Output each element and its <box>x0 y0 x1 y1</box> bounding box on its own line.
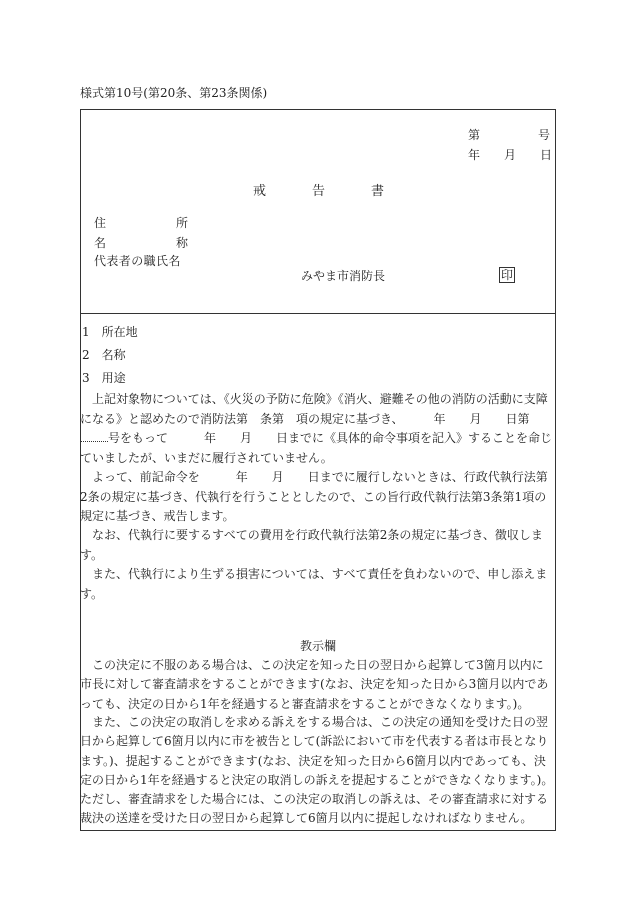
form-number: 様式第10号(第20条、第23条関係) <box>80 86 268 100</box>
item-use-label: 用途 <box>101 371 126 385</box>
title-char-1: 戒 <box>253 184 267 199</box>
order-number-blank <box>80 429 108 442</box>
body-paragraph-3: なお、代執行に要するすべての費用を行政代執行法第2条の規定に基づき、徴収します。 <box>80 528 543 562</box>
address-label-char-1: 住 <box>94 216 107 230</box>
date-month-label: 月 <box>504 148 517 162</box>
date-year-label: 年 <box>468 148 481 162</box>
date-day-label: 日 <box>540 148 553 162</box>
seal-mark: 印 <box>501 268 514 282</box>
title-char-2: 告 <box>312 184 326 199</box>
body-paragraph-1-text: 上記対象物については、《火災の予防に危険》《消火、避難その他の消防の活動に支障になる》と認めたので消防法第 条第 項の規定に基づき、 年 月 日第 <box>80 392 548 426</box>
item-name-label: 名称 <box>101 348 126 362</box>
item-location-num: 1 <box>82 325 90 339</box>
body-paragraph-4: また、代執行により生ずる損害については、すべて責任を負わないので、申し添えます。 <box>80 567 548 601</box>
item-name-num: 2 <box>82 348 90 362</box>
name-label <box>94 234 188 251</box>
representative-label: 代表者の職氏名 <box>94 254 181 268</box>
body-paragraph-1 <box>80 390 554 468</box>
number-label-dai: 第 <box>468 128 481 142</box>
body-paragraph-1b-text: 号をもって 年 月 日までに《具体的命令事項を記入》することを命じていましたが、いまだに履行されていません。 <box>80 431 553 465</box>
section-divider <box>80 313 556 314</box>
notice-paragraph-1: この決定に不服のある場合は、この決定を知った日の翌日から起算して3箇月以内に市長に対して審査請求をすることができます(なお、決定を知った日から3箇月以内であっても、決定の日から1年を経過すると審査請求をすることができなくなります。)。 <box>80 658 549 711</box>
address-label-char-2: 所 <box>175 216 188 230</box>
address-label <box>94 214 188 231</box>
title-char-3: 書 <box>371 184 385 199</box>
notice-paragraph-2: また、この決定の取消しを求める訴えをする場合は、この決定の通知を受けた日の翌日から起算して6箇月以内に市を被告として(訴訟において市を代表する者は市長となります。)、提起することができます(なお、決定を知った日から6箇月以内であっても、決定の日から1年を経過すると決定の取消しの訴えを提起することができなくなります。)。ただし、審査請求をした場合には、この決定の取消しの訴えは、その審査請求に対する裁決の送達を受けた日の翌日から起算して6箇月以内に提起しなければなりません。 <box>80 715 554 826</box>
item-use <box>82 369 126 386</box>
item-location-label: 所在地 <box>101 325 138 339</box>
body-paragraph-2: よって、前記命令を 年 月 日までに履行しないときは、行政代執行法第2条の規定に基づき、代執行を行うこととしたので、この旨行政代執行法第3条第1項の規定に基づき、戒告します。 <box>80 470 548 523</box>
issuer-name: みやま市消防長 <box>301 269 386 283</box>
item-name <box>82 346 126 363</box>
item-use-num: 3 <box>82 371 90 385</box>
item-location <box>82 323 138 340</box>
name-label-char-2: 称 <box>175 236 188 250</box>
notice-heading: 教示欄 <box>300 639 337 653</box>
name-label-char-1: 名 <box>94 236 107 250</box>
number-label-go: 号 <box>538 128 551 142</box>
